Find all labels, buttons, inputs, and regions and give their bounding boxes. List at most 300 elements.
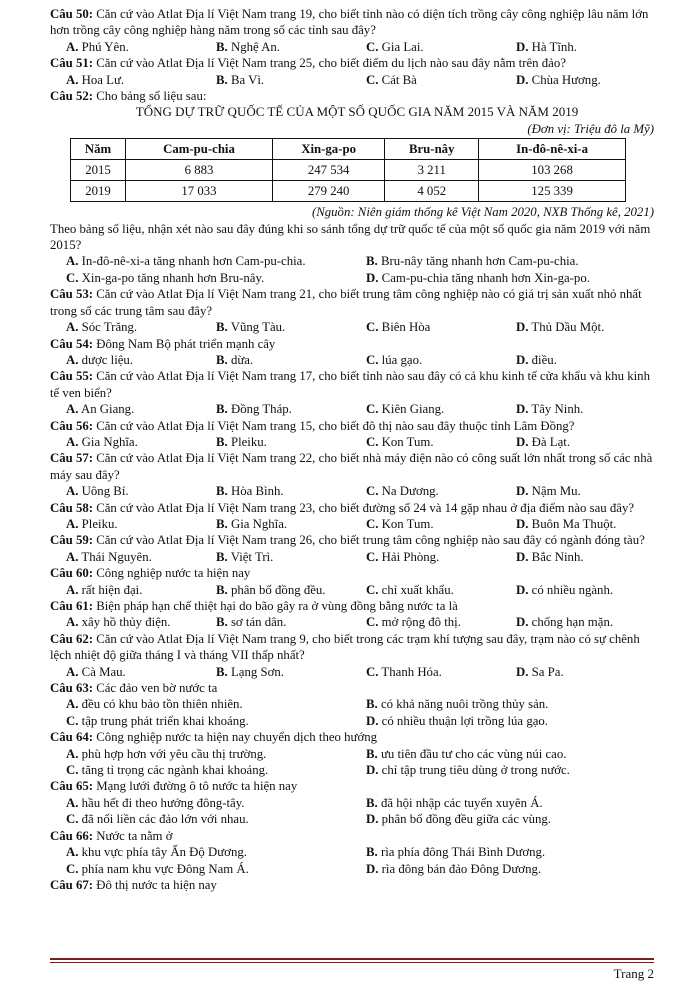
option-text: tăng tỉ trọng các ngành khai khoáng. xyxy=(81,763,269,778)
question-number: Câu 50: xyxy=(50,7,94,21)
answer-options xyxy=(50,72,654,88)
question-number: Câu 61: xyxy=(50,599,94,613)
answer-option[interactable] xyxy=(216,516,366,532)
option-text: dược liệu. xyxy=(81,352,134,367)
answer-option[interactable] xyxy=(66,713,366,729)
table-cell: 2019 xyxy=(71,181,126,202)
option-text: rìa đông bán đảo Đông Dương. xyxy=(381,861,542,876)
option-key: A. xyxy=(66,516,79,531)
option-text: có khả năng nuôi trồng thủy sản. xyxy=(380,697,549,712)
answer-option[interactable] xyxy=(516,72,666,88)
answer-option[interactable] xyxy=(516,516,666,532)
question-number: Câu 58: xyxy=(50,500,94,515)
option-key: B. xyxy=(366,795,378,810)
question-number: Câu 53: xyxy=(50,287,94,302)
answer-option[interactable] xyxy=(366,713,666,729)
question-stem xyxy=(50,598,654,614)
table-header-cell: Bru-nây xyxy=(385,139,479,160)
answer-option[interactable] xyxy=(516,39,666,55)
answer-option[interactable] xyxy=(516,582,666,598)
question xyxy=(50,418,654,451)
option-text: Hà Tĩnh. xyxy=(531,39,577,54)
option-text: Kon Tum. xyxy=(381,434,434,449)
answer-option[interactable] xyxy=(366,434,516,450)
answer-options xyxy=(50,352,654,368)
option-key: D. xyxy=(366,763,379,778)
option-key: D. xyxy=(366,861,379,876)
question-stem xyxy=(50,286,654,319)
option-text: Bắc Ninh. xyxy=(531,549,584,564)
answer-option[interactable] xyxy=(66,39,216,55)
question xyxy=(50,877,654,893)
option-text: đều có khu bảo tồn thiên nhiên. xyxy=(81,697,243,712)
question-number: Câu 64: xyxy=(50,730,94,745)
answer-options xyxy=(50,516,654,532)
answer-option[interactable] xyxy=(66,614,216,630)
answer-option[interactable] xyxy=(516,483,666,499)
answer-options xyxy=(50,795,654,828)
question-stem xyxy=(50,55,654,71)
option-text: Biên Hòa xyxy=(381,320,431,335)
option-key: D. xyxy=(366,270,379,285)
option-text: có nhiều ngành. xyxy=(531,582,614,597)
question-number: Câu 60: xyxy=(50,566,94,581)
option-text: Hòa Bình. xyxy=(230,484,284,499)
footer-rule-thin xyxy=(50,962,654,963)
option-text: Vũng Tàu. xyxy=(230,320,286,335)
answer-option[interactable] xyxy=(366,762,666,778)
question xyxy=(50,336,654,369)
question-text: Đô thị nước ta hiện nay xyxy=(96,877,217,892)
option-text: phân bố đồng đều giữa các vùng. xyxy=(381,812,551,827)
option-key: B. xyxy=(216,516,228,531)
option-key: A. xyxy=(66,402,79,417)
option-text: Sóc Trăng. xyxy=(81,320,138,335)
option-key: D. xyxy=(516,434,529,449)
answer-option[interactable] xyxy=(66,253,366,269)
answer-option[interactable] xyxy=(366,582,516,598)
option-text: Chùa Hương. xyxy=(531,72,601,87)
option-key: D. xyxy=(516,615,529,630)
table-header-cell: Cam-pu-chia xyxy=(126,139,273,160)
option-text: Uông Bí. xyxy=(81,484,129,499)
question-text: Căn cứ vào Atlat Địa lí Việt Nam trang 25, cho biết điểm du lịch nào sau đây nằm trên đảo? xyxy=(96,56,566,71)
answer-option[interactable] xyxy=(366,861,666,877)
question-stem xyxy=(50,532,654,548)
question xyxy=(50,286,654,335)
option-text: Kon Tum. xyxy=(381,516,434,531)
question xyxy=(50,532,654,565)
option-text: Bru-nây tăng nhanh hơn Cam-pu-chia. xyxy=(380,254,579,269)
answer-options xyxy=(50,401,654,417)
option-text: tập trung phát triển khai khoáng. xyxy=(81,713,249,728)
question-text: Căn cứ vào Atlat Địa lí Việt Nam trang 19, cho biết tỉnh nào có diện tích trồng cây công nghiệp lâu năm lớn hơn trồng cây công nghiệp hàng năm trong số các tỉnh sau đây? xyxy=(50,7,649,38)
question-stem xyxy=(50,6,654,39)
option-key: C. xyxy=(366,516,379,531)
option-key: A. xyxy=(66,434,79,449)
answer-options xyxy=(50,844,654,877)
table-cell: 103 268 xyxy=(479,160,626,181)
answer-option[interactable] xyxy=(216,434,366,450)
answer-option[interactable] xyxy=(66,549,216,565)
question-stem xyxy=(50,88,654,104)
option-text: có nhiều thuận lợi trồng lúa gạo. xyxy=(381,713,548,728)
option-text: phía nam khu vực Đông Nam Á. xyxy=(81,861,249,876)
question-list xyxy=(50,6,654,893)
answer-option[interactable] xyxy=(216,483,366,499)
option-text: chống hạn mặn. xyxy=(531,615,614,630)
option-key: B. xyxy=(216,39,228,54)
answer-option[interactable] xyxy=(66,401,216,417)
answer-option[interactable] xyxy=(66,696,366,712)
option-key: B. xyxy=(216,352,228,367)
question-number: Câu 59: xyxy=(50,533,94,548)
question-number: Câu 52: xyxy=(50,89,94,104)
table-header-row xyxy=(71,139,626,160)
table-cell: 3 211 xyxy=(385,160,479,181)
table-cell: 17 033 xyxy=(126,181,273,202)
option-text: sơ tán dân. xyxy=(230,615,287,630)
question-stem xyxy=(50,631,654,664)
answer-option[interactable] xyxy=(366,39,516,55)
question-text: Các đảo ven bờ nước ta xyxy=(96,681,218,696)
question-number: Câu 54: xyxy=(50,336,94,351)
option-text: Việt Trì. xyxy=(230,549,274,564)
question-stem xyxy=(50,778,654,794)
option-key: A. xyxy=(66,320,79,335)
option-text: đã hội nhập các tuyến xuyên Á. xyxy=(380,795,543,810)
question-text: Căn cứ vào Atlat Địa lí Việt Nam trang 22, cho biết nhà máy điện nào có công suất lớn nhất trong số các nhà máy sau đây? xyxy=(50,451,653,482)
table-row xyxy=(71,181,626,202)
answer-option[interactable] xyxy=(66,762,366,778)
option-text: Nậm Mu. xyxy=(531,484,581,499)
option-key: D. xyxy=(516,549,529,564)
question-number: Câu 67: xyxy=(50,877,94,892)
answer-options xyxy=(50,696,654,729)
option-text: mở rộng đô thị. xyxy=(381,615,461,630)
option-key: C. xyxy=(366,72,379,87)
answer-option[interactable] xyxy=(516,549,666,565)
question-number: Câu 66: xyxy=(50,828,94,843)
table-cell: 125 339 xyxy=(479,181,626,202)
question-stem xyxy=(50,565,654,581)
question-text: Đông Nam Bộ phát triển mạnh cây xyxy=(96,336,276,351)
option-text: Tây Ninh. xyxy=(531,402,584,417)
option-key: A. xyxy=(66,72,79,87)
option-key: C. xyxy=(366,434,379,449)
answer-option[interactable] xyxy=(216,549,366,565)
option-key: C. xyxy=(366,39,379,54)
question-number: Câu 62: xyxy=(50,631,94,646)
answer-option[interactable] xyxy=(366,795,666,811)
answer-option[interactable] xyxy=(66,795,366,811)
answer-options xyxy=(50,582,654,598)
answer-option[interactable] xyxy=(366,844,666,860)
answer-option[interactable] xyxy=(66,483,216,499)
question xyxy=(50,598,654,631)
answer-option[interactable] xyxy=(366,664,516,680)
option-text: Thanh Hóa. xyxy=(381,664,442,679)
answer-option[interactable] xyxy=(216,664,366,680)
table-cell: 247 534 xyxy=(272,160,384,181)
question-text: Căn cứ vào Atlat Địa lí Việt Nam trang 26, cho biết trung tâm công nghiệp nào sau đây có ngành đóng tàu? xyxy=(96,533,645,548)
answer-option[interactable] xyxy=(516,319,666,335)
option-text: In-đô-nê-xi-a tăng nhanh hơn Cam-pu-chia. xyxy=(81,254,306,269)
option-text: Ba Vì. xyxy=(230,72,265,87)
option-key: D. xyxy=(366,713,379,728)
answer-options xyxy=(50,614,654,630)
answer-option[interactable] xyxy=(216,319,366,335)
answer-option[interactable] xyxy=(366,696,666,712)
option-key: D. xyxy=(516,39,529,54)
question-stem xyxy=(50,418,654,434)
option-text: Kiên Giang. xyxy=(381,402,445,417)
option-key: C. xyxy=(66,270,79,285)
option-key: C. xyxy=(66,713,79,728)
option-key: B. xyxy=(366,254,378,269)
option-key: C. xyxy=(366,664,379,679)
option-text: phù hợp hơn với yêu cầu thị trường. xyxy=(81,746,267,761)
option-key: D. xyxy=(516,352,529,367)
option-text: Na Dương. xyxy=(381,484,439,499)
option-text: Nghệ An. xyxy=(230,39,281,54)
answer-option[interactable] xyxy=(516,352,666,368)
question-text: Cho bảng số liệu sau: xyxy=(96,89,207,104)
option-key: A. xyxy=(66,746,79,761)
option-key: B. xyxy=(216,582,228,597)
question-text: Căn cứ vào Atlat Địa lí Việt Nam trang 9, cho biết trong các trạm khí tượng sau đây, trạm nào có sự chênh lệch nhiệt độ giữa tháng I và tháng VII thấp nhất? xyxy=(50,631,640,663)
answer-option[interactable] xyxy=(216,352,366,368)
question-text: Biện pháp hạn chế thiệt hại do bão gây ra ở vùng đồng bằng nước ta là xyxy=(96,599,458,613)
table-header-cell: In-đô-nê-xi-a xyxy=(479,139,626,160)
question-stem xyxy=(50,368,654,401)
table-title: TỔNG DỰ TRỮ QUỐC TẾ CỦA MỘT SỐ QUỐC GIA NĂM 2015 VÀ NĂM 2019 xyxy=(135,104,579,120)
question-number: Câu 65: xyxy=(50,779,94,794)
option-text: Buôn Ma Thuột. xyxy=(531,516,617,531)
question-stem xyxy=(50,336,654,352)
answer-options xyxy=(50,664,654,680)
question-text: Công nghiệp nước ta hiện nay xyxy=(96,566,251,581)
answer-option[interactable] xyxy=(366,401,516,417)
answer-option[interactable] xyxy=(66,270,366,286)
question xyxy=(50,778,654,827)
option-key: B. xyxy=(216,320,228,335)
answer-option[interactable] xyxy=(366,549,516,565)
answer-option[interactable] xyxy=(66,811,366,827)
question xyxy=(50,55,654,88)
question-text: Căn cứ vào Atlat Địa lí Việt Nam trang 23, cho biết đường số 24 và 14 gặp nhau ở địa điểm nào sau đây? xyxy=(96,500,635,515)
option-key: B. xyxy=(216,402,228,417)
answer-options xyxy=(50,319,654,335)
question xyxy=(50,729,654,778)
option-text: Gia Nghĩa. xyxy=(230,516,288,531)
option-text: khu vực phía tây Ấn Độ Dương. xyxy=(81,845,247,860)
question xyxy=(50,631,654,680)
table-question: Theo bảng số liệu, nhận xét nào sau đây đúng khi so sánh tổng dự trữ quốc tế của một số quốc gia năm 2019 với năm 2015? xyxy=(50,221,651,253)
answer-option[interactable] xyxy=(66,516,216,532)
option-key: B. xyxy=(216,615,228,630)
option-key: C. xyxy=(66,812,79,827)
option-text: Cam-pu-chia tăng nhanh hơn Xin-ga-po. xyxy=(381,270,590,285)
table-cell: 2015 xyxy=(71,160,126,181)
option-key: D. xyxy=(366,812,379,827)
option-key: C. xyxy=(66,861,79,876)
question-text: Căn cứ vào Atlat Địa lí Việt Nam trang 15, cho biết đô thị nào sau đây thuộc tỉnh Lâm Đồng? xyxy=(96,418,575,433)
answer-option[interactable] xyxy=(216,72,366,88)
option-key: B. xyxy=(366,746,378,761)
answer-option[interactable] xyxy=(66,861,366,877)
option-key: A. xyxy=(66,845,79,860)
answer-option[interactable] xyxy=(66,72,216,88)
option-text: Hải Phòng. xyxy=(381,549,440,564)
answer-option[interactable] xyxy=(366,746,666,762)
option-key: D. xyxy=(516,72,529,87)
question-number: Câu 56: xyxy=(50,418,94,433)
table-unit: (Đơn vị: Triệu đô la Mỹ) xyxy=(527,121,654,136)
option-key: B. xyxy=(216,664,228,679)
answer-option[interactable] xyxy=(366,319,516,335)
option-key: A. xyxy=(66,254,79,269)
answer-option[interactable] xyxy=(66,582,216,598)
answer-option[interactable] xyxy=(366,72,516,88)
answer-options xyxy=(50,434,654,450)
question-number: Câu 57: xyxy=(50,451,94,466)
answer-options xyxy=(50,746,654,779)
answer-option[interactable] xyxy=(216,401,366,417)
answer-option[interactable] xyxy=(366,352,516,368)
answer-option[interactable] xyxy=(516,401,666,417)
question-stem xyxy=(50,877,654,893)
question xyxy=(50,565,654,598)
option-key: B. xyxy=(366,845,378,860)
option-text: Phú Yên. xyxy=(81,39,129,54)
option-text: xây hồ thủy điện. xyxy=(81,615,171,630)
answer-option[interactable] xyxy=(366,483,516,499)
page-number: Trang 2 xyxy=(613,966,654,981)
answer-options xyxy=(50,549,654,565)
answer-option[interactable] xyxy=(366,516,516,532)
option-key: D. xyxy=(516,402,529,417)
table-cell: 4 052 xyxy=(385,181,479,202)
data-table xyxy=(70,138,626,202)
option-text: đã nối liền các đảo lớn với nhau. xyxy=(81,812,249,827)
answer-option[interactable] xyxy=(516,664,666,680)
option-key: B. xyxy=(366,697,378,712)
question xyxy=(50,828,654,877)
option-text: Hoa Lư. xyxy=(81,72,125,87)
option-text: Thủ Dầu Một. xyxy=(531,320,605,335)
option-key: A. xyxy=(66,484,79,499)
option-key: C. xyxy=(366,484,379,499)
question-text: Nước ta nằm ở xyxy=(96,828,173,843)
table-header-cell: Xin-ga-po xyxy=(272,139,384,160)
footer-rule xyxy=(50,958,654,960)
answer-option[interactable] xyxy=(516,434,666,450)
option-key: A. xyxy=(66,664,79,679)
option-text: Gia Lai. xyxy=(381,39,424,54)
question-stem xyxy=(50,500,654,516)
option-text: rìa phía đông Thái Bình Dương. xyxy=(380,845,546,860)
question xyxy=(50,500,654,533)
option-key: C. xyxy=(366,582,379,597)
question xyxy=(50,450,654,499)
option-key: B. xyxy=(216,72,228,87)
option-text: điều. xyxy=(531,352,557,367)
option-key: A. xyxy=(66,39,79,54)
answer-option[interactable] xyxy=(66,434,216,450)
option-key: C. xyxy=(66,763,79,778)
answer-option[interactable] xyxy=(66,844,366,860)
answer-option[interactable] xyxy=(66,664,216,680)
option-text: lúa gạo. xyxy=(381,352,423,367)
option-key: B. xyxy=(216,549,228,564)
question xyxy=(50,6,654,55)
option-text: Sa Pa. xyxy=(531,664,564,679)
option-key: D. xyxy=(516,320,529,335)
answer-option[interactable] xyxy=(366,614,516,630)
option-key: A. xyxy=(66,697,79,712)
option-key: B. xyxy=(216,434,228,449)
question-stem xyxy=(50,729,654,745)
answer-option[interactable] xyxy=(66,746,366,762)
option-text: Đồng Tháp. xyxy=(230,402,292,417)
question-text: Mạng lưới đường ô tô nước ta hiện nay xyxy=(96,779,298,794)
option-text: Cát Bà xyxy=(381,72,417,87)
question-text: Căn cứ vào Atlat Địa lí Việt Nam trang 21, cho biết trung tâm công nghiệp nào có giá trị sản xuất nhỏ nhất trong số các trung tâm sau đây? xyxy=(50,287,642,318)
answer-option[interactable] xyxy=(216,39,366,55)
answer-option[interactable] xyxy=(366,253,666,269)
answer-options xyxy=(50,483,654,499)
option-text: dừa. xyxy=(230,352,254,367)
option-key: A. xyxy=(66,549,79,564)
question-number: Câu 63: xyxy=(50,681,94,696)
option-text: chỉ xuất khẩu. xyxy=(381,582,454,597)
table-source: (Nguồn: Niên giám thống kê Việt Nam 2020, NXB Thống kê, 2021) xyxy=(311,205,654,220)
question-text: Căn cứ vào Atlat Địa lí Việt Nam trang 17, cho biết tỉnh nào sau đây có cả khu kinh tế cửa khẩu và khu kinh tế ven biển? xyxy=(50,369,650,400)
answer-options xyxy=(50,39,654,55)
question xyxy=(50,368,654,417)
answer-option[interactable] xyxy=(66,319,216,335)
option-text: phân bố đồng đều. xyxy=(230,582,326,597)
option-key: B. xyxy=(216,484,228,499)
option-key: D. xyxy=(516,484,529,499)
answer-option[interactable] xyxy=(366,270,666,286)
table-cell: 6 883 xyxy=(126,160,273,181)
question xyxy=(50,680,654,729)
answer-option[interactable] xyxy=(216,582,366,598)
option-text: Xin-ga-po tăng nhanh hơn Bru-nây. xyxy=(81,270,265,285)
option-key: D. xyxy=(516,582,529,597)
option-text: Pleiku. xyxy=(81,516,118,531)
answer-option[interactable] xyxy=(366,811,666,827)
option-key: D. xyxy=(516,664,529,679)
option-key: C. xyxy=(366,615,379,630)
option-key: C. xyxy=(366,549,379,564)
option-text: Pleiku. xyxy=(230,434,267,449)
answer-option[interactable] xyxy=(66,352,216,368)
answer-option[interactable] xyxy=(516,614,666,630)
option-text: Đà Lạt. xyxy=(531,434,571,449)
table-cell: 279 240 xyxy=(272,181,384,202)
option-text: hầu hết đi theo hướng đông-tây. xyxy=(81,795,245,810)
option-key: C. xyxy=(366,320,379,335)
question-text: Công nghiệp nước ta hiện nay chuyển dịch theo hướng xyxy=(96,730,378,745)
option-text: ưu tiên đầu tư cho các vùng núi cao. xyxy=(380,746,567,761)
answer-option[interactable] xyxy=(216,614,366,630)
option-text: Gia Nghĩa. xyxy=(81,434,138,449)
question-stem xyxy=(50,680,654,696)
option-text: Cà Mau. xyxy=(81,664,126,679)
